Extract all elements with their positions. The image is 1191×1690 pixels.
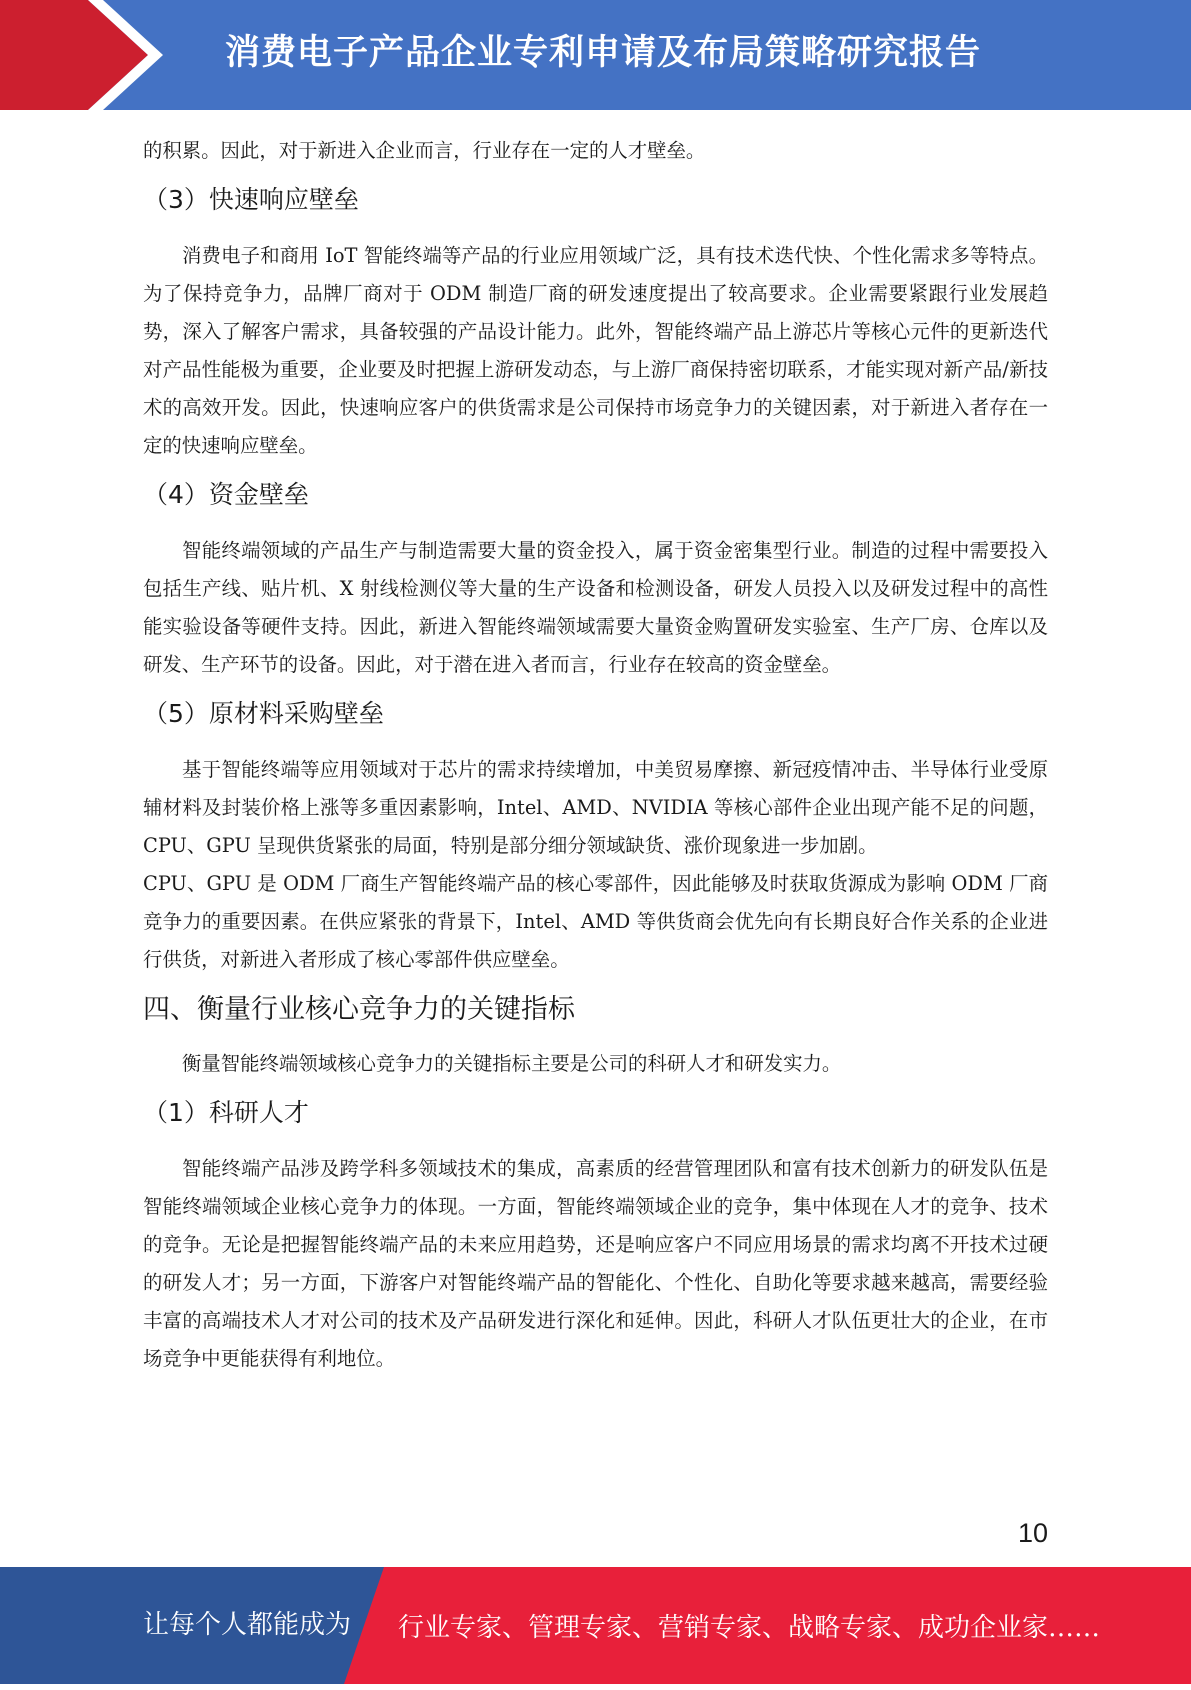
- page-footer: [0, 1567, 1191, 1684]
- heading-quick-response: （3）快速响应壁垒: [143, 185, 359, 214]
- paragraph-quick-response: 消费电子和商用 IoT 智能终端等产品的行业应用领域广泛，具有技术迭代快、个性化需求多等特点。为了保持竞争力，品牌厂商对于 ODM 制造厂商的研发速度提出了较高要求。企业需要紧跟行业发展趋势，深入了解客户需求，具备较强的产品设计能力。此外，智能终端产品上游芯片等核心元件的更新迭代对产品性能极为重要，企业要及时把握上游研发动态，与上游厂商保持密切联系，才能实现对新产品/新技术的高效开发。因此，快速响应客户的供货需求是公司保持市场竞争力的关键因素，对于新进入者存在一定的快速响应壁垒。: [143, 244, 1048, 457]
- document-body: [143, 132, 1048, 1378]
- paragraph-raw-materials-1: 基于智能终端等应用领域对于芯片的需求持续增加，中美贸易摩擦、新冠疫情冲击、半导体行业受原辅材料及封装价格上涨等多重因素影响，Intel、AMD、NVIDIA 等核心部件企业出现产能不足的问题，CPU、GPU 呈现供货紧张的局面，特别是部分细分领域缺货、涨价现象进一步加剧。: [143, 758, 1048, 857]
- page-header: [0, 0, 1191, 110]
- intro-paragraph: 的积累。因此，对于新进入企业而言，行业存在一定的人才壁垒。: [143, 139, 706, 162]
- heading-raw-materials: （5）原材料采购壁垒: [143, 699, 384, 728]
- paragraph-raw-materials-2: CPU、GPU 是 ODM 厂商生产智能终端产品的核心零部件，因此能够及时获取货源成为影响 ODM 厂商竞争力的重要因素。在供应紧张的背景下，Intel、AMD 等供货商会优先向有长期良好合作关系的企业进行供货，对新进入者形成了核心零部件供应壁垒。: [143, 872, 1048, 971]
- footer-slogan-left: 让每个人都能成为: [143, 1610, 352, 1640]
- paragraph-research-talent: 智能终端产品涉及跨学科多领域技术的集成，高素质的经营管理团队和富有技术创新力的研发队伍是智能终端领域企业核心竞争力的体现。一方面，智能终端领域企业的竞争，集中体现在人才的竞争、技术的竞争。无论是把握智能终端产品的未来应用趋势，还是响应客户不同应用场景的需求均离不开技术过硬的研发人才；另一方面，下游客户对智能终端产品的智能化、个性化、自助化等要求越来越高，需要经验丰富的高端技术人才对公司的技术及产品研发进行深化和延伸。因此，科研人才队伍更壮大的企业，在市场竞争中更能获得有利地位。: [143, 1157, 1048, 1370]
- paragraph-capital: 智能终端领域的产品生产与制造需要大量的资金投入，属于资金密集型行业。制造的过程中需要投入包括生产线、贴片机、X 射线检测仪等大量的生产设备和检测设备，研发人员投入以及研发过程中的高性能实验设备等硬件支持。因此，新进入智能终端领域需要大量资金购置研发实验室、生产厂房、仓库以及研发、生产环节的设备。因此，对于潜在进入者而言，行业存在较高的资金壁垒。: [143, 539, 1048, 676]
- heading-capital: （4）资金壁垒: [143, 480, 309, 509]
- footer-slogan-right: 行业专家、管理专家、营销专家、战略专家、成功企业家……: [398, 1613, 1101, 1643]
- page-number: 10: [1017, 1518, 1048, 1548]
- section-heading-key-indicators: 四、衡量行业核心竞争力的关键指标: [143, 994, 575, 1025]
- report-title: 消费电子产品企业专利申请及布局策略研究报告: [225, 33, 982, 73]
- paragraph-key-indicators: 衡量智能终端领域核心竞争力的关键指标主要是公司的科研人才和研发实力。: [182, 1052, 842, 1075]
- heading-research-talent: （1）科研人才: [143, 1098, 309, 1127]
